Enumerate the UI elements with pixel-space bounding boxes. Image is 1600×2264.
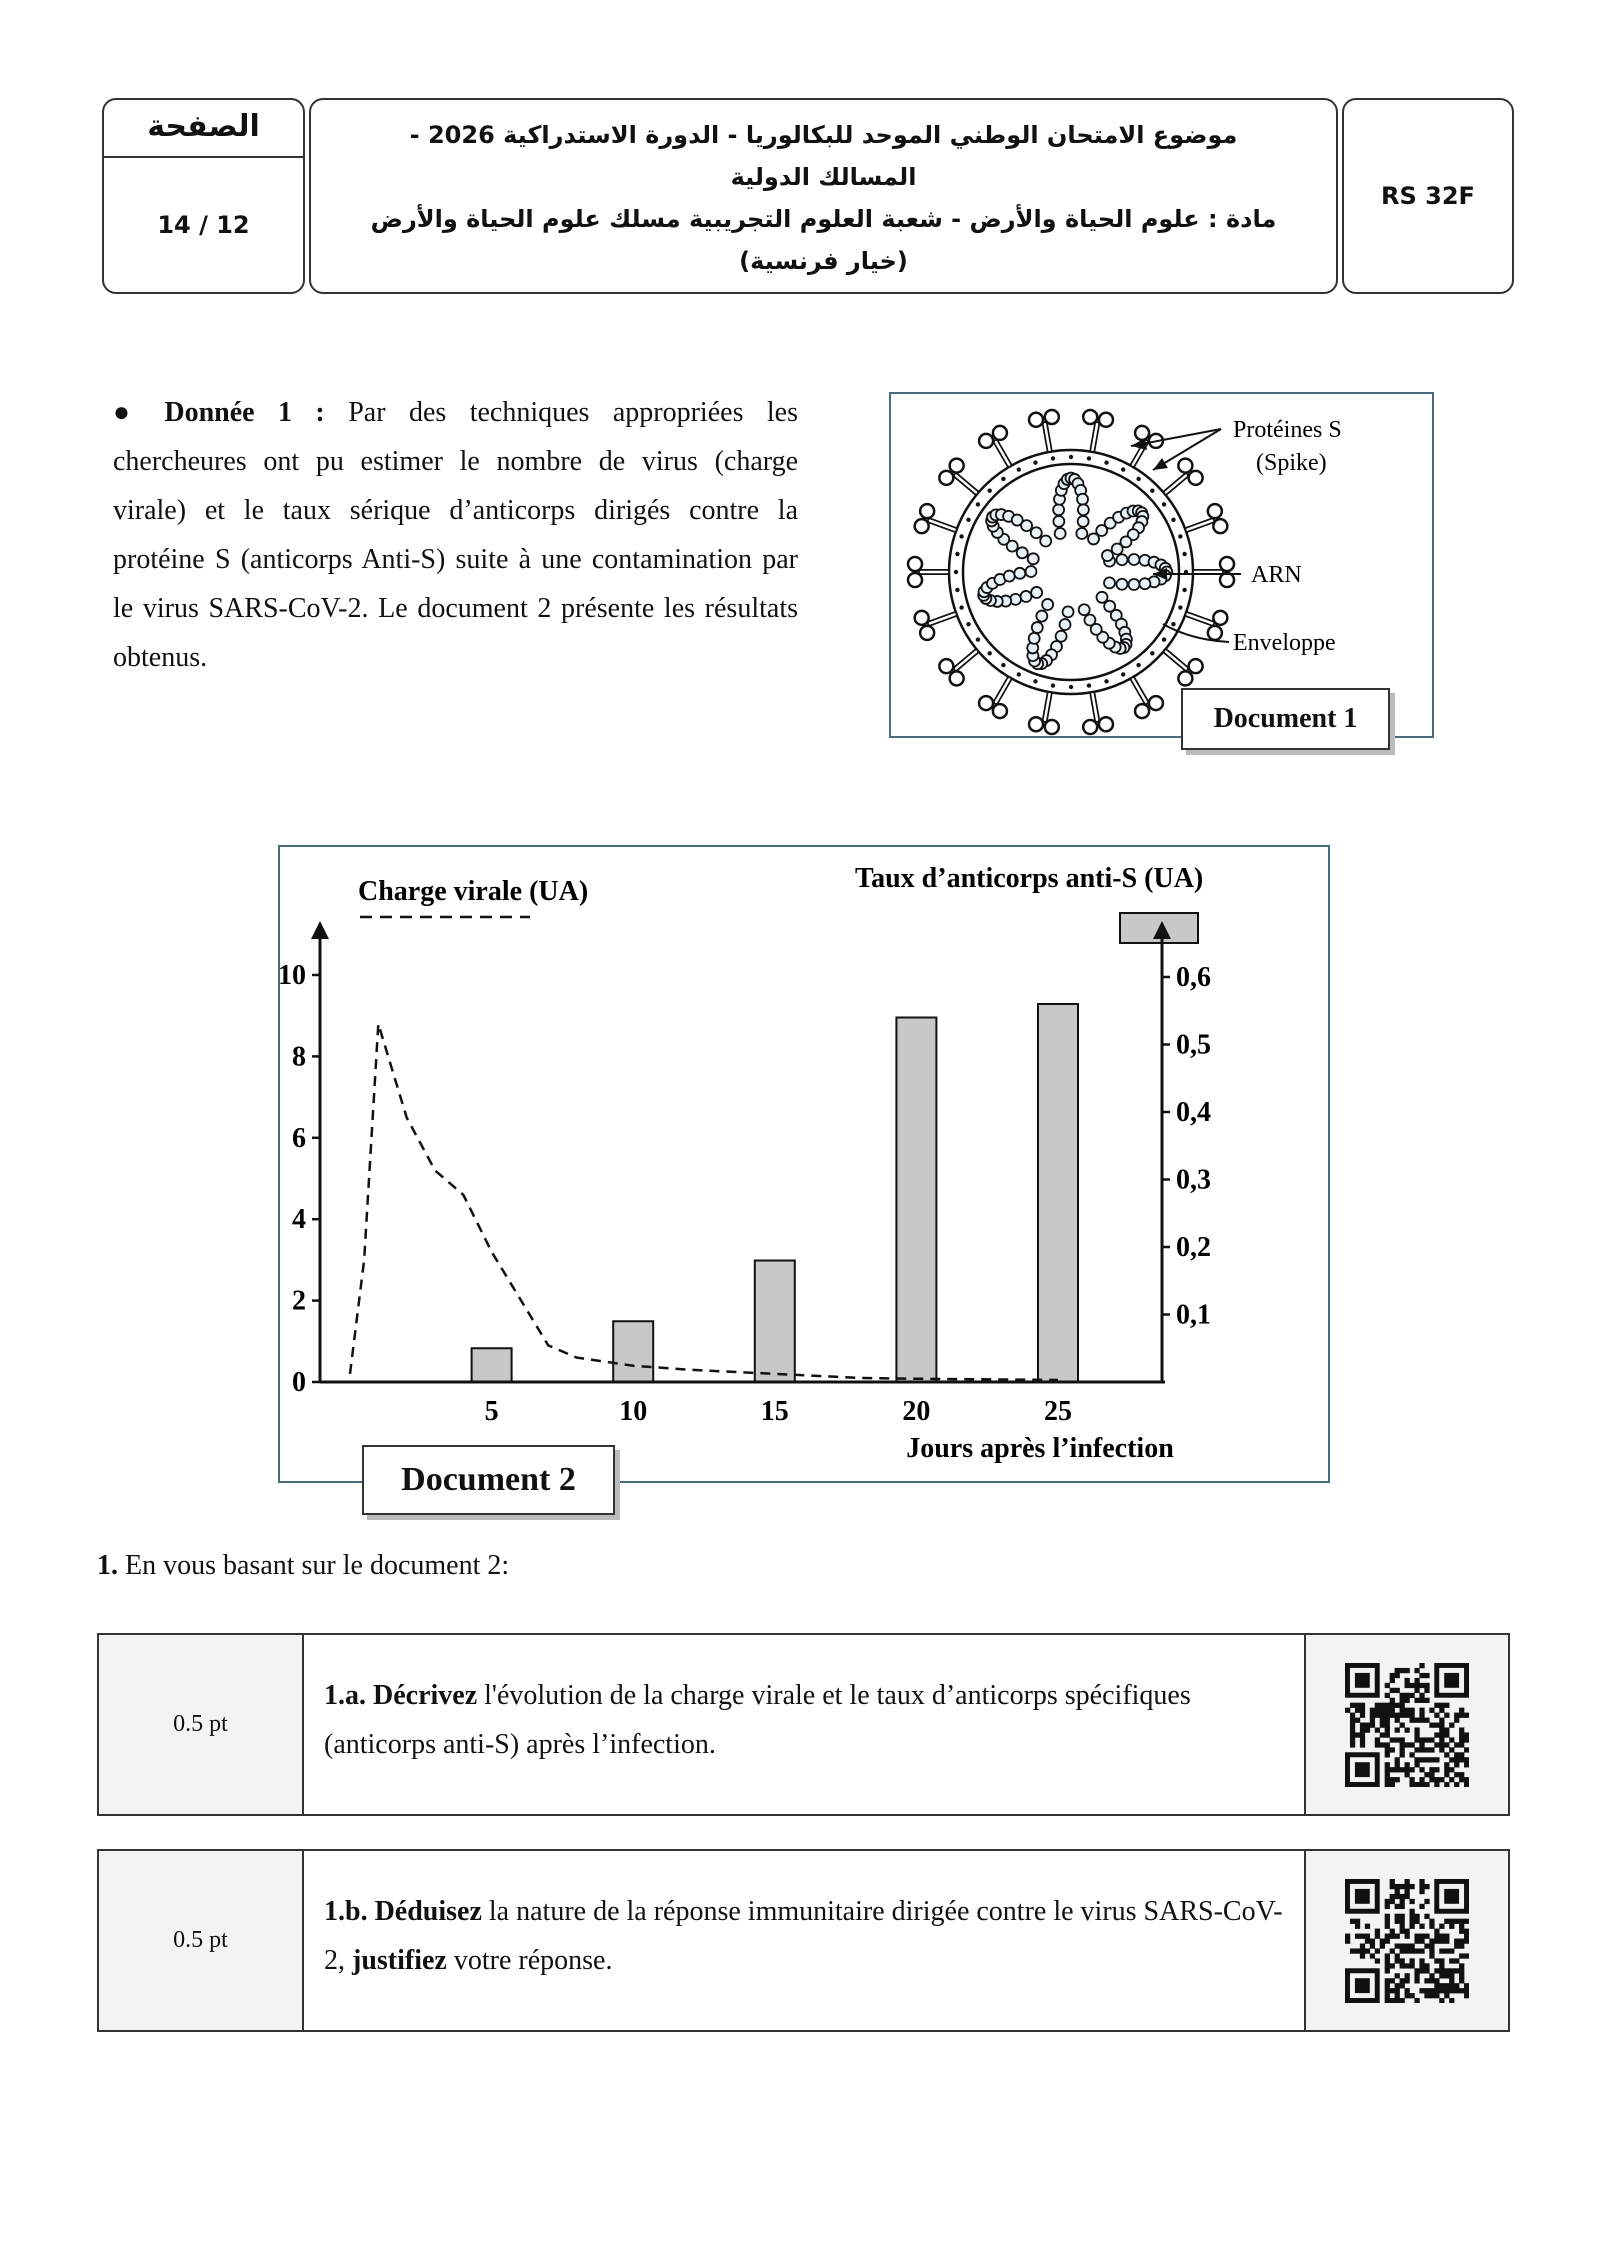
exam-code: RS 32F [1381,182,1475,210]
page-number: 14 / 12 [157,211,250,239]
qr-code-icon[interactable] [1345,1879,1469,2003]
right-axis-label: Taux d’anticorps anti-S (UA) [855,863,1204,894]
qr-cell [1304,1851,1508,2030]
left-axis-label: Charge virale (UA) [358,876,589,907]
intro-text: Par des techniques appropriées les chercheures ont pu estimer le nombre de virus (charge virale) et le taux sérique d’anticorps dirigés contre la protéine S (anticorps Anti-S) suite à une contamination par le virus SARS-CoV-2. Le document 2 présente les résultats obtenus. [113,397,798,673]
question-1a-text [304,1635,1304,1814]
antibody-bar [755,1261,795,1383]
x-tick-label: 15 [760,1396,789,1427]
page-label: الصفحة [104,100,303,158]
viral-load-line [350,1024,1058,1380]
question-number: 1. [97,1550,118,1581]
question-1-intro [97,1550,509,1582]
points-cell: 0.5 pt [99,1851,304,2030]
x-tick-label: 25 [1044,1396,1072,1427]
question-1b-label2: justifiez [352,1945,447,1976]
bullet: ● [113,397,147,428]
page-number-box [102,98,305,294]
right-tick-label: 0,6 [1176,962,1211,993]
exam-subject [341,198,1306,282]
qr-code-icon[interactable] [1345,1663,1469,1787]
question-1a-row [97,1633,1510,1816]
virus-particle [908,410,1234,734]
x-axis-label: Jours après l’infection [906,1433,1174,1464]
left-tick-label: 8 [292,1041,306,1073]
subject-prefix: مادة : [1208,205,1277,233]
document-2-frame [278,845,1330,1483]
left-tick-label: 10 [280,960,306,991]
document-1-label: Document 1 [1181,688,1390,750]
x-tick-label: 5 [484,1396,499,1427]
left-tick-label: 4 [292,1204,306,1236]
left-tick-label: 6 [292,1122,306,1154]
right-tick-label: 0,2 [1176,1232,1211,1263]
document-2-label: Document 2 [362,1445,615,1515]
right-tick-label: 0,1 [1176,1299,1211,1331]
left-tick-label: 2 [292,1285,306,1317]
question-1b-label: 1.b. Déduisez [324,1896,482,1927]
exam-track: المسالك الدولية [730,163,917,191]
exam-title: موضوع الامتحان الوطني الموحد للبكالوريا - الدورة الاستدراكية 2026 - [409,121,1238,149]
right-tick-label: 0,3 [1176,1164,1211,1196]
antibody-bar [896,1018,936,1383]
exam-title-box [309,98,1338,294]
right-tick-label: 0,5 [1176,1029,1211,1061]
x-tick-label: 10 [619,1396,648,1427]
question-1b-row [97,1849,1510,2032]
question-intro-text: En vous basant sur le document 2: [125,1550,510,1581]
left-tick-label: 0 [292,1367,306,1398]
left-axis-arrow [311,921,329,939]
question-1a-label: 1.a. Décrivez [324,1680,478,1711]
qr-cell [1304,1635,1508,1814]
label-spike: (Spike) [1256,450,1327,476]
x-tick-label: 20 [902,1396,931,1427]
intro-paragraph [113,388,798,682]
question-1b-text [304,1851,1304,2030]
exam-code-box [1342,98,1514,294]
points-cell: 0.5 pt [99,1635,304,1814]
antibody-bar [1038,1004,1078,1382]
question-1b-body2: votre réponse. [453,1945,613,1976]
virus-diagram [891,394,1432,736]
antibody-bar [613,1321,653,1382]
antibody-bar [472,1348,512,1382]
plot-area [280,921,1211,1427]
subject-text: علوم الحياة والأرض - شعبة العلوم التجريبية مسلك علوم الحياة والأرض (خيار فرنسية) [370,205,1200,275]
question-1a-body: l'évolution de la charge virale et le taux d’anticorps spécifiques (anticorps anti-S) après l’infection. [324,1680,1191,1760]
viral-load-antibody-chart [280,847,1328,1481]
question-1b-body: la nature de la réponse immunitaire dirigée contre le virus SARS-CoV-2, [324,1896,1283,1976]
document-1-frame [889,392,1434,738]
label-proteins-s: Protéines S [1233,417,1342,443]
right-tick-label: 0,4 [1176,1097,1211,1128]
label-rna: ARN [1251,562,1302,588]
intro-label: Donnée 1 : [164,397,325,428]
label-envelope: Enveloppe [1233,630,1336,656]
